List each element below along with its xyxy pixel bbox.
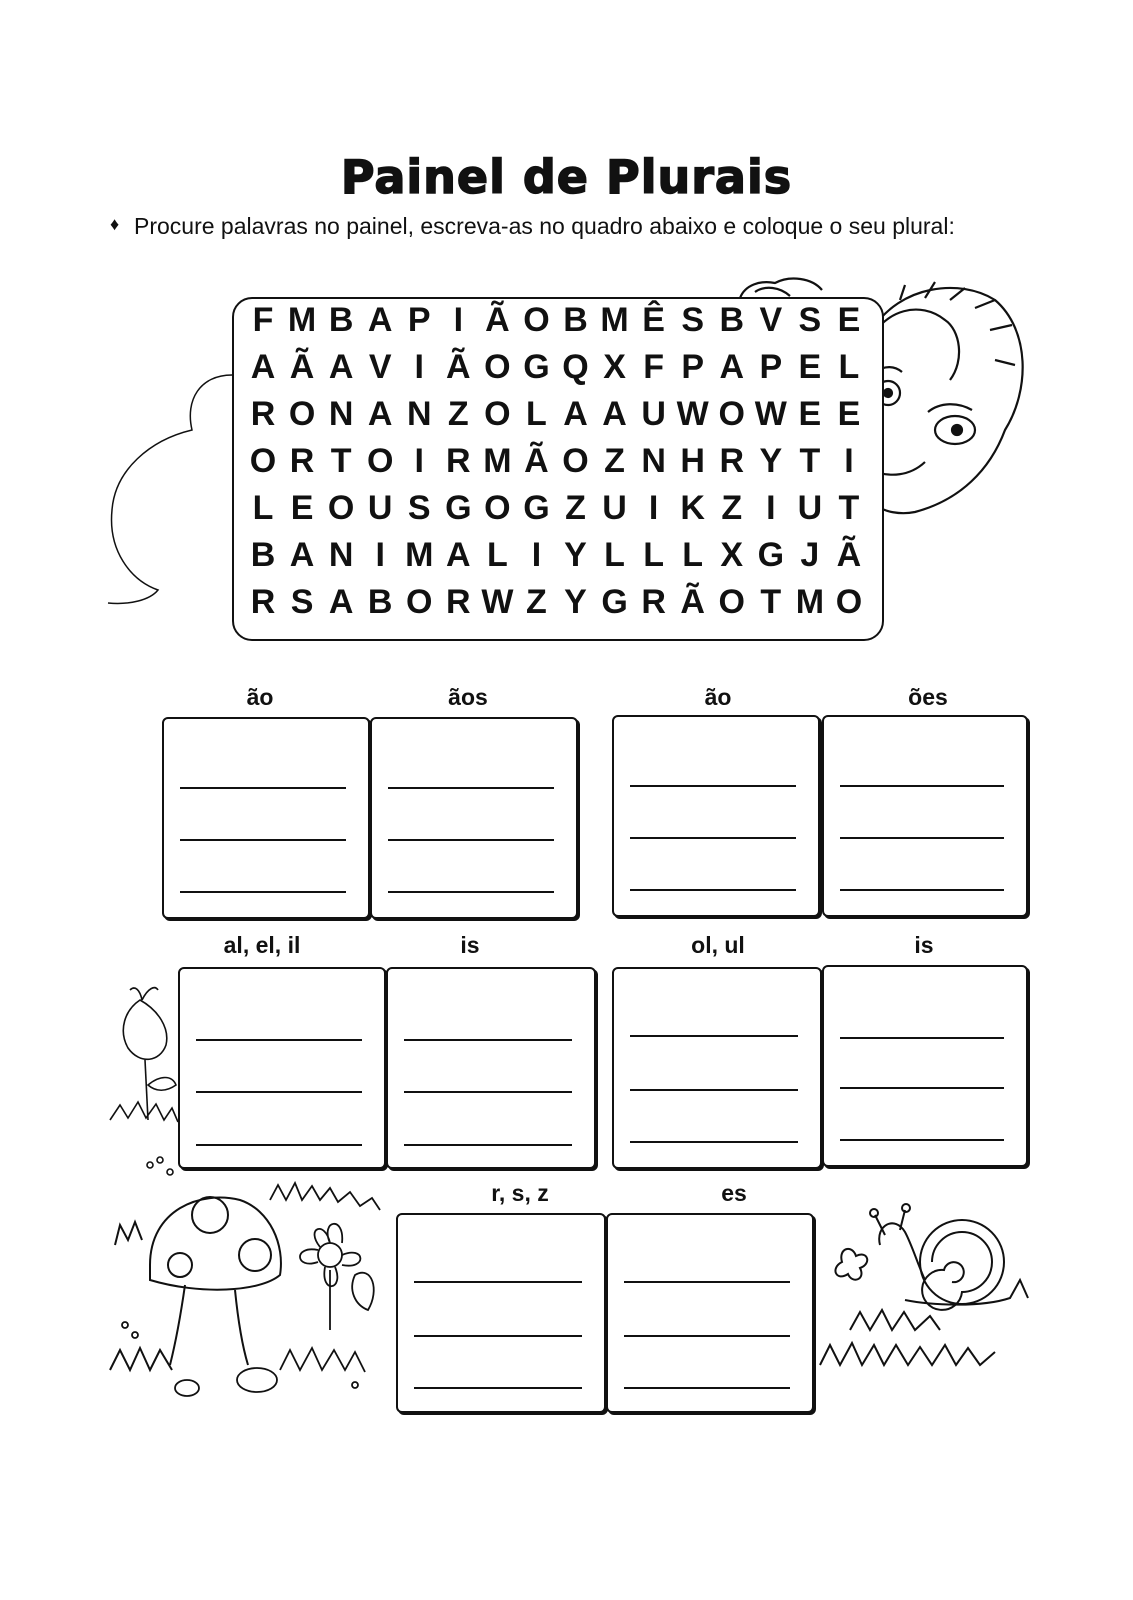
- grid-letter[interactable]: O: [249, 442, 277, 480]
- grid-letter[interactable]: Z: [565, 489, 586, 527]
- grid-letter[interactable]: M: [287, 301, 317, 339]
- grid-letter[interactable]: O: [406, 583, 433, 621]
- grid-letter[interactable]: Q: [562, 348, 589, 386]
- answer-line[interactable]: [196, 1091, 362, 1093]
- grid-letter[interactable]: A: [446, 536, 471, 574]
- grid-letter[interactable]: S: [681, 301, 705, 339]
- section-heading-ao-2: ão: [704, 684, 732, 710]
- answer-line[interactable]: [840, 1087, 1004, 1089]
- answer-line[interactable]: [624, 1281, 790, 1283]
- grid-letter[interactable]: Ã: [680, 583, 705, 621]
- grid-letter[interactable]: M: [795, 583, 825, 621]
- grid-letter[interactable]: A: [367, 301, 393, 339]
- grid-letter[interactable]: O: [366, 442, 394, 480]
- answer-line[interactable]: [404, 1144, 572, 1146]
- grid-letter[interactable]: W: [481, 583, 514, 621]
- grid-letter[interactable]: Y: [759, 442, 783, 480]
- grid-letter[interactable]: I: [414, 442, 424, 480]
- grid-letter[interactable]: F: [643, 348, 665, 386]
- grid-letter[interactable]: R: [446, 583, 471, 621]
- section-heading-ao: ão: [246, 684, 274, 710]
- answer-line[interactable]: [180, 787, 346, 789]
- grid-row: [246, 301, 866, 340]
- answer-box-r-s-z: [396, 1213, 606, 1413]
- grid-letter[interactable]: I: [531, 536, 542, 574]
- grid-letter[interactable]: L: [682, 536, 704, 574]
- grid-letter[interactable]: U: [602, 489, 627, 527]
- grid-letter[interactable]: L: [486, 536, 508, 574]
- grid-letter[interactable]: X: [603, 348, 626, 386]
- answer-line[interactable]: [840, 785, 1004, 787]
- grid-letter[interactable]: I: [766, 489, 776, 527]
- grid-letter[interactable]: M: [483, 442, 512, 480]
- answer-box-is-2: [822, 965, 1028, 1167]
- grid-letter[interactable]: A: [328, 583, 354, 621]
- grid-letter[interactable]: Ã: [446, 348, 471, 386]
- grid-letter[interactable]: O: [484, 348, 511, 386]
- grid-letter[interactable]: Y: [564, 583, 587, 621]
- grid-letter[interactable]: M: [600, 301, 629, 339]
- grid-row: [246, 395, 866, 434]
- grid-letter[interactable]: O: [484, 395, 511, 433]
- answer-box-aos: [370, 717, 578, 919]
- grid-letter[interactable]: P: [407, 301, 431, 339]
- grid-letter[interactable]: T: [760, 583, 782, 621]
- grid-letter[interactable]: A: [289, 536, 315, 574]
- grid-letter[interactable]: I: [453, 301, 464, 339]
- grid-letter[interactable]: Ã: [485, 301, 510, 339]
- grid-letter[interactable]: N: [406, 395, 432, 433]
- grid-letter[interactable]: O: [484, 489, 511, 527]
- grid-letter[interactable]: Ã: [524, 442, 549, 480]
- answer-line[interactable]: [196, 1039, 362, 1041]
- grid-letter[interactable]: J: [800, 536, 820, 574]
- grid-letter[interactable]: I: [648, 489, 659, 527]
- grid-letter[interactable]: M: [405, 536, 434, 574]
- grid-letter[interactable]: B: [719, 301, 745, 339]
- grid-letter[interactable]: E: [798, 395, 822, 433]
- answer-line[interactable]: [630, 785, 796, 787]
- snail-icon: [820, 1204, 1028, 1365]
- grid-letter[interactable]: B: [328, 301, 354, 339]
- grid-letter[interactable]: E: [837, 301, 861, 339]
- grid-letter[interactable]: V: [759, 301, 783, 339]
- section-heading-oes: ões: [908, 684, 948, 710]
- section-heading-r-s-z: r, s, z: [491, 1180, 549, 1206]
- grid-letter[interactable]: E: [290, 489, 314, 527]
- grid-letter[interactable]: S: [407, 489, 431, 527]
- section-heading-aos: ãos: [448, 684, 488, 710]
- grid-letter[interactable]: W: [676, 395, 709, 433]
- flowers-icon: [122, 1183, 380, 1396]
- grid-letter[interactable]: I: [375, 536, 385, 574]
- grid-letter[interactable]: R: [446, 442, 471, 480]
- section-heading-is: is: [460, 932, 480, 958]
- grid-letter[interactable]: H: [680, 442, 705, 480]
- grid-letter[interactable]: T: [799, 442, 821, 480]
- grid-letter[interactable]: L: [838, 348, 860, 386]
- grid-letter[interactable]: B: [563, 301, 588, 339]
- grid-row: [246, 348, 866, 387]
- answer-line[interactable]: [404, 1091, 572, 1093]
- grid-letter[interactable]: Ã: [289, 348, 315, 386]
- answer-line[interactable]: [840, 1139, 1004, 1141]
- grid-row: [246, 536, 866, 575]
- section-heading-is-2: is: [914, 932, 934, 958]
- instruction-text: Procure palavras no painel, escreva-as no quadro abaixo e coloque o seu plural:: [134, 213, 955, 239]
- answer-box-ol-ul: [612, 967, 822, 1169]
- grid-letter[interactable]: R: [719, 442, 745, 480]
- grid-letter[interactable]: G: [601, 583, 628, 621]
- grid-letter[interactable]: N: [328, 395, 354, 433]
- grid-letter[interactable]: O: [523, 301, 550, 339]
- answer-line[interactable]: [840, 889, 1004, 891]
- answer-line[interactable]: [388, 787, 554, 789]
- grid-row: [246, 442, 866, 481]
- grid-letter[interactable]: B: [367, 583, 393, 621]
- grid-letter[interactable]: L: [643, 536, 665, 574]
- section-heading-al-el-il: al, el, il: [223, 932, 301, 958]
- answer-line[interactable]: [414, 1387, 582, 1389]
- answer-box-al-el-il: [178, 967, 386, 1169]
- grid-letter[interactable]: B: [250, 536, 276, 574]
- grid-letter[interactable]: U: [797, 489, 823, 527]
- grid-letter[interactable]: L: [526, 395, 547, 433]
- grid-letter[interactable]: G: [523, 489, 550, 527]
- answer-box-ao-2: [612, 715, 820, 917]
- grid-letter[interactable]: Z: [604, 442, 625, 480]
- grid-letter[interactable]: T: [838, 489, 860, 527]
- grid-letter[interactable]: U: [367, 489, 393, 527]
- answer-line[interactable]: [404, 1039, 572, 1041]
- grid-row: [246, 489, 866, 528]
- answer-line[interactable]: [630, 837, 796, 839]
- page-title: Painel de Plurais: [340, 150, 793, 204]
- grid-letter[interactable]: A: [719, 348, 745, 386]
- grid-letter[interactable]: Ê: [642, 301, 665, 339]
- grid-letter[interactable]: V: [368, 348, 392, 386]
- grid-letter[interactable]: S: [798, 301, 822, 339]
- grid-letter[interactable]: O: [288, 395, 316, 433]
- flower-bud-icon: [110, 988, 178, 1175]
- answer-line[interactable]: [414, 1281, 582, 1283]
- answer-line[interactable]: [630, 1089, 798, 1091]
- grid-letter[interactable]: Y: [564, 536, 587, 574]
- grid-letter[interactable]: O: [835, 583, 863, 621]
- grid-letter[interactable]: U: [641, 395, 666, 433]
- grid-letter[interactable]: A: [250, 348, 276, 386]
- grid-letter[interactable]: K: [680, 489, 705, 527]
- grid-letter[interactable]: F: [252, 301, 274, 339]
- grid-letter[interactable]: I: [414, 348, 424, 386]
- word-search-panel: [232, 297, 884, 641]
- grid-row: [246, 583, 866, 622]
- grid-letter[interactable]: Ã: [836, 536, 862, 574]
- answer-line[interactable]: [388, 839, 554, 841]
- grid-letter[interactable]: P: [681, 348, 705, 386]
- answer-line[interactable]: [388, 891, 554, 893]
- grid-letter[interactable]: A: [367, 395, 393, 433]
- answer-line[interactable]: [180, 839, 346, 841]
- cloud-icon: [108, 375, 232, 603]
- grid-letter[interactable]: Z: [721, 489, 743, 527]
- grid-letter[interactable]: I: [844, 442, 854, 480]
- section-heading-ol-ul: ol, ul: [691, 932, 745, 958]
- answer-box-oes: [822, 715, 1028, 917]
- answer-line[interactable]: [624, 1387, 790, 1389]
- grid-letter[interactable]: G: [445, 489, 472, 527]
- grid-letter[interactable]: Z: [447, 395, 469, 433]
- grid-letter[interactable]: A: [328, 348, 354, 386]
- grid-letter[interactable]: L: [252, 489, 274, 527]
- answer-line[interactable]: [196, 1144, 362, 1146]
- grid-letter[interactable]: E: [837, 395, 861, 433]
- answer-line[interactable]: [840, 1037, 1004, 1039]
- grid-letter[interactable]: O: [718, 583, 745, 621]
- mushroom-icon: [110, 1197, 281, 1370]
- answer-box-es: [606, 1213, 814, 1413]
- grid-letter[interactable]: O: [562, 442, 589, 480]
- grid-letter[interactable]: G: [523, 348, 550, 386]
- answer-line[interactable]: [840, 837, 1004, 839]
- grid-letter[interactable]: R: [250, 395, 276, 433]
- grid-letter[interactable]: R: [641, 583, 666, 621]
- grid-letter[interactable]: S: [290, 583, 314, 621]
- answer-line[interactable]: [180, 891, 346, 893]
- grid-letter[interactable]: L: [604, 536, 625, 574]
- grid-letter[interactable]: N: [328, 536, 354, 574]
- grid-letter[interactable]: G: [757, 536, 785, 574]
- answer-box-is: [386, 967, 596, 1169]
- grid-letter[interactable]: Z: [526, 583, 547, 621]
- grid-letter[interactable]: A: [563, 395, 588, 433]
- grid-letter[interactable]: T: [330, 442, 352, 480]
- answer-box-ao: [162, 717, 370, 919]
- grid-letter[interactable]: X: [720, 536, 744, 574]
- grid-letter[interactable]: O: [718, 395, 745, 433]
- answer-line[interactable]: [630, 889, 796, 891]
- grid-letter[interactable]: R: [289, 442, 315, 480]
- grid-letter[interactable]: R: [250, 583, 276, 621]
- grid-letter[interactable]: P: [759, 348, 783, 386]
- section-heading-es: es: [721, 1180, 747, 1206]
- answer-line[interactable]: [414, 1335, 582, 1337]
- grid-letter[interactable]: O: [327, 489, 355, 527]
- grid-letter[interactable]: A: [602, 395, 627, 433]
- grid-letter[interactable]: E: [798, 348, 822, 386]
- bullet-icon: ♦: [110, 214, 120, 234]
- answer-line[interactable]: [630, 1035, 798, 1037]
- grid-letter[interactable]: N: [641, 442, 666, 480]
- answer-line[interactable]: [630, 1141, 798, 1143]
- answer-line[interactable]: [624, 1335, 790, 1337]
- grid-letter[interactable]: W: [754, 395, 787, 433]
